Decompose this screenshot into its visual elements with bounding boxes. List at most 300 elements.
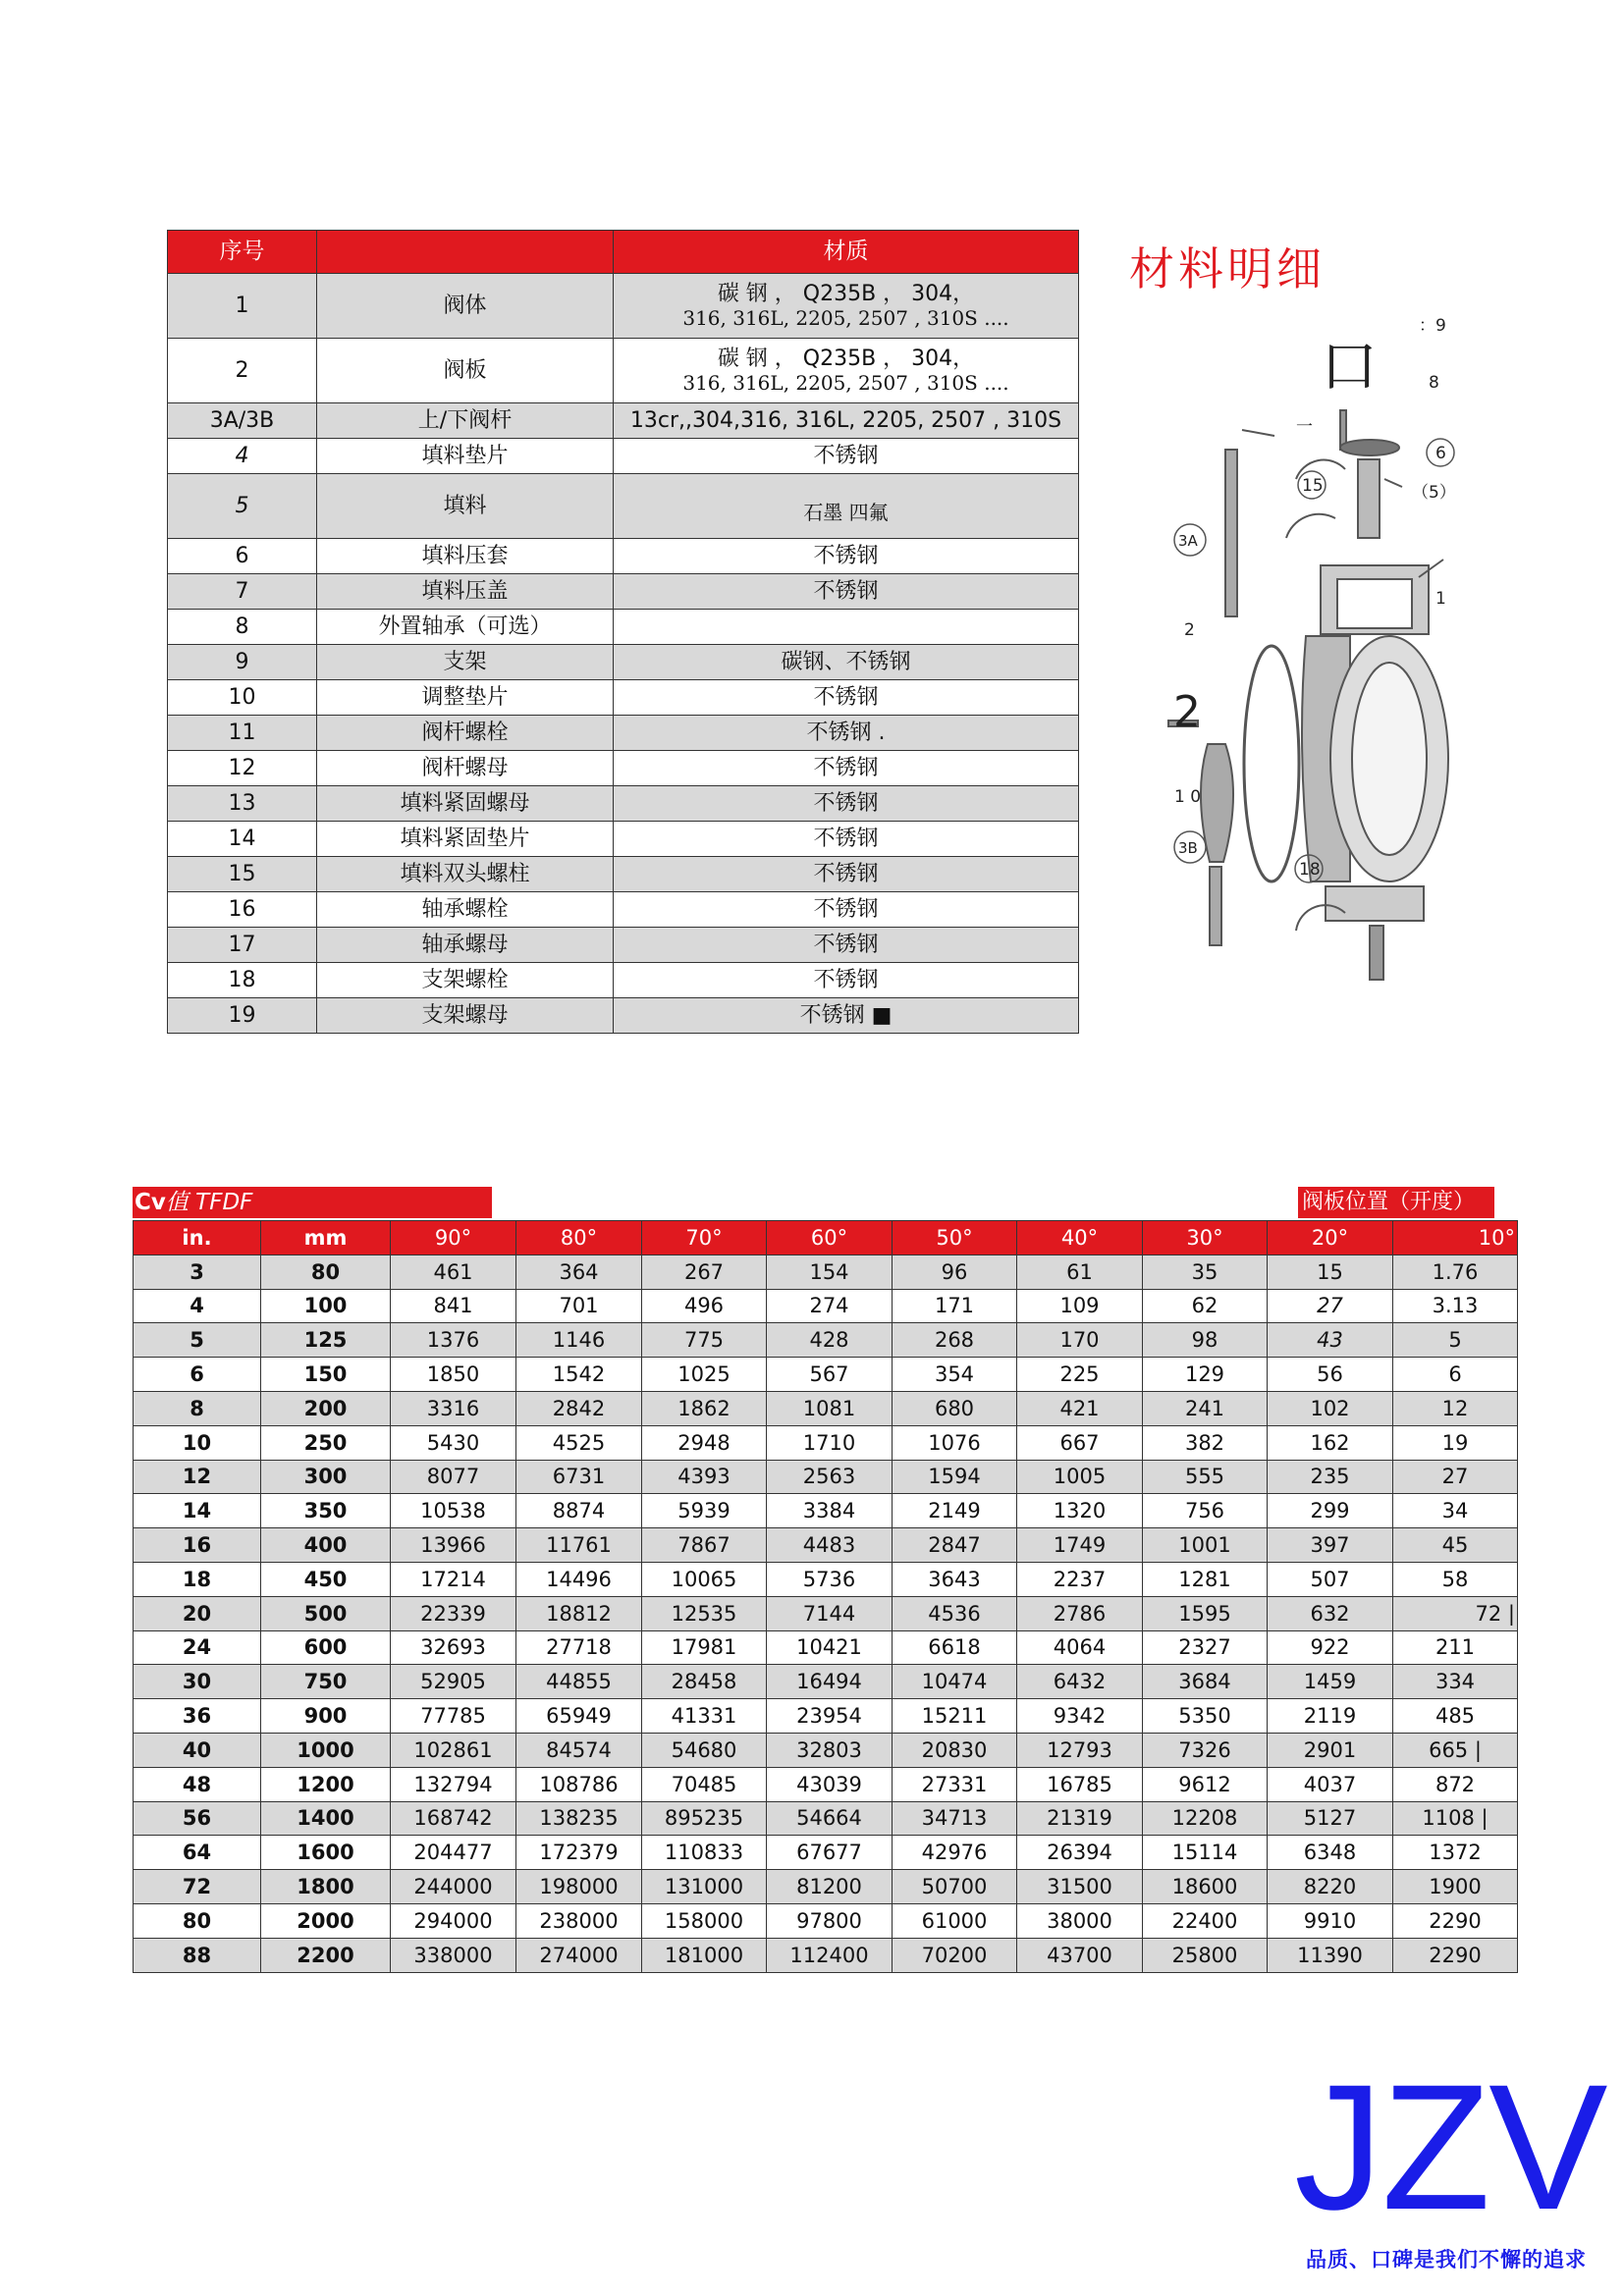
material-cell: [614, 786, 1079, 822]
size-inch-cell: 14: [134, 1494, 261, 1528]
cv-value-cell: 485: [1393, 1699, 1518, 1734]
cv-title-bold: Cv: [135, 1190, 166, 1215]
cv-value-cell: 2842: [516, 1391, 642, 1425]
material-line-1: 不锈钢 .: [806, 720, 886, 745]
cv-value-cell: 28458: [642, 1665, 767, 1699]
cv-value-cell: 16494: [767, 1665, 893, 1699]
cv-row: [134, 1323, 1518, 1358]
cv-row: [134, 1460, 1518, 1494]
cv-value-cell: 2119: [1268, 1699, 1393, 1734]
header-cell-part: [317, 231, 614, 274]
cv-value-cell: 397: [1268, 1528, 1393, 1563]
cv-value-cell: 2563: [767, 1460, 893, 1494]
cv-value-cell: 38000: [1017, 1903, 1143, 1938]
cv-value-cell: 132794: [391, 1767, 516, 1801]
material-cell: [614, 751, 1079, 786]
size-inch-cell: 30: [134, 1665, 261, 1699]
cv-value-cell: 2290: [1393, 1938, 1518, 1972]
size-inch-cell: 3: [134, 1255, 261, 1289]
cv-value-cell: 1005: [1017, 1460, 1143, 1494]
label-18: 18: [1299, 860, 1321, 880]
size-mm-cell: 80: [261, 1255, 391, 1289]
header-cell-no: 序号: [168, 231, 317, 274]
part-name-cell: 填料压盖: [317, 574, 614, 610]
material-cell: [614, 822, 1079, 857]
size-inch-cell: 40: [134, 1733, 261, 1767]
cv-row: [134, 1801, 1518, 1836]
cv-value-cell: 70200: [893, 1938, 1017, 1972]
cv-value-cell: 274: [767, 1289, 893, 1323]
material-cell: [614, 574, 1079, 610]
cv-value-cell: 110833: [642, 1836, 767, 1870]
cv-value-cell: 10538: [391, 1494, 516, 1528]
cv-table-title: [133, 1187, 492, 1218]
part-name-cell: 支架: [317, 645, 614, 680]
cv-value-cell: 211: [1393, 1630, 1518, 1665]
size-mm-cell: 400: [261, 1528, 391, 1563]
size-mm-cell: 150: [261, 1358, 391, 1392]
cv-value-cell: 10065: [642, 1562, 767, 1596]
material-line-2: 石墨 四氟: [803, 501, 889, 524]
label-2-small: 2: [1184, 620, 1195, 640]
cv-value-cell: 10421: [767, 1630, 893, 1665]
size-mm-cell: 450: [261, 1562, 391, 1596]
cv-value-cell: 1459: [1268, 1665, 1393, 1699]
cv-header-cell: in.: [134, 1221, 261, 1255]
cv-value-cell: 112400: [767, 1938, 893, 1972]
cv-value-cell: 11761: [516, 1528, 642, 1563]
cv-header-cell: 40°: [1017, 1221, 1143, 1255]
cv-value-cell: 84574: [516, 1733, 642, 1767]
size-mm-cell: 350: [261, 1494, 391, 1528]
part-number-cell: 17: [168, 928, 317, 963]
cv-value-cell: 5736: [767, 1562, 893, 1596]
cv-row: [134, 1425, 1518, 1460]
size-inch-cell: 88: [134, 1938, 261, 1972]
part-name-cell: 阀体: [317, 274, 614, 339]
cv-value-cell: 19: [1393, 1425, 1518, 1460]
cv-value-cell: 4064: [1017, 1630, 1143, 1665]
cv-value-cell: 7326: [1143, 1733, 1268, 1767]
cv-value-cell: 77785: [391, 1699, 516, 1734]
cv-value-cell: 8077: [391, 1460, 516, 1494]
cv-value-cell: 9612: [1143, 1767, 1268, 1801]
label-3a: 3A: [1178, 532, 1198, 550]
material-line-1: 不锈钢: [813, 826, 879, 851]
cv-value-cell: 5430: [391, 1425, 516, 1460]
cv-value-cell: 3316: [391, 1391, 516, 1425]
cv-value-cell: 20830: [893, 1733, 1017, 1767]
cv-value-cell: 12793: [1017, 1733, 1143, 1767]
cv-value-cell: 171: [893, 1289, 1017, 1323]
part-name-cell: 填料紧固螺母: [317, 786, 614, 822]
cv-value-cell: 12208: [1143, 1801, 1268, 1836]
cv-value-cell: 238000: [516, 1903, 642, 1938]
label-box: 口: [1321, 333, 1379, 400]
cv-value-cell: 31500: [1017, 1870, 1143, 1904]
bottom-parts: [1370, 926, 1383, 980]
cv-title-rest: 值 TFDF: [165, 1190, 253, 1215]
size-inch-cell: 8: [134, 1391, 261, 1425]
materials-row: [168, 474, 1079, 539]
cv-value-cell: 2948: [642, 1425, 767, 1460]
cv-value-cell: 274000: [516, 1938, 642, 1972]
material-line-1: 不锈钢: [813, 932, 879, 957]
cv-header-cell: 60°: [767, 1221, 893, 1255]
cv-row: [134, 1903, 1518, 1938]
materials-row: [168, 274, 1079, 339]
cv-value-cell: 461: [391, 1255, 516, 1289]
cv-value-cell: 27: [1268, 1289, 1393, 1323]
label-3b: 3B: [1178, 839, 1198, 857]
cv-value-cell: 5939: [642, 1494, 767, 1528]
materials-row: [168, 403, 1079, 439]
cv-value-cell: 1749: [1017, 1528, 1143, 1563]
materials-row: [168, 610, 1079, 645]
cv-row: [134, 1699, 1518, 1734]
cv-value-cell: 54680: [642, 1733, 767, 1767]
cv-value-cell: 62: [1143, 1289, 1268, 1323]
cv-value-cell: 198000: [516, 1870, 642, 1904]
part-number-cell: 19: [168, 998, 317, 1034]
cv-value-cell: 12535: [642, 1596, 767, 1630]
size-inch-cell: 48: [134, 1767, 261, 1801]
part-number-cell: 8: [168, 610, 317, 645]
part-number-cell: 4: [168, 439, 317, 474]
material-cell: [614, 716, 1079, 751]
cv-value-cell: 2847: [893, 1528, 1017, 1563]
size-mm-cell: 1200: [261, 1767, 391, 1801]
material-cell: [614, 892, 1079, 928]
materials-row: [168, 963, 1079, 998]
cv-value-cell: 129: [1143, 1358, 1268, 1392]
part-number-cell: 2: [168, 339, 317, 403]
cv-value-cell: 1146: [516, 1323, 642, 1358]
cv-value-cell: 15: [1268, 1255, 1393, 1289]
materials-row: [168, 751, 1079, 786]
cv-value-cell: 22400: [1143, 1903, 1268, 1938]
cv-header-cell: 10°: [1393, 1221, 1518, 1255]
part-number-cell: 16: [168, 892, 317, 928]
label-dash: 一: [1296, 417, 1313, 437]
material-line-2: 316, 316L, 2205, 2507 , 310S ....: [682, 370, 1009, 395]
label-10: 1 0: [1174, 787, 1202, 807]
cv-value-cell: 1710: [767, 1425, 893, 1460]
cv-value-cell: 11390: [1268, 1938, 1393, 1972]
diagram-title: 材料明细: [1129, 242, 1326, 295]
cv-value-cell: 5: [1393, 1323, 1518, 1358]
cv-value-cell: 4536: [893, 1596, 1017, 1630]
cv-value-cell: 895235: [642, 1801, 767, 1836]
cv-value-cell: 1372: [1393, 1836, 1518, 1870]
cv-value-cell: 168742: [391, 1801, 516, 1836]
cv-value-cell: 555: [1143, 1460, 1268, 1494]
cv-value-cell: 421: [1017, 1391, 1143, 1425]
cv-value-cell: 1.76: [1393, 1255, 1518, 1289]
part-number-cell: 6: [168, 539, 317, 574]
size-mm-cell: 250: [261, 1425, 391, 1460]
part-number-cell: 11: [168, 716, 317, 751]
cv-value-cell: 756: [1143, 1494, 1268, 1528]
disc-position-label: 阀板位置（开度）: [1298, 1187, 1494, 1218]
cv-value-cell: 1281: [1143, 1562, 1268, 1596]
size-mm-cell: 125: [261, 1323, 391, 1358]
cv-value-cell: 6432: [1017, 1665, 1143, 1699]
cv-value-cell: 354: [893, 1358, 1017, 1392]
cv-header-cell: mm: [261, 1221, 391, 1255]
part-name-cell: 轴承螺栓: [317, 892, 614, 928]
cv-value-cell: 1376: [391, 1323, 516, 1358]
cv-header-row: [134, 1221, 1518, 1255]
cv-value-cell: 1320: [1017, 1494, 1143, 1528]
cv-value-cell: 6348: [1268, 1836, 1393, 1870]
cv-value-cell: 172379: [516, 1836, 642, 1870]
cv-value-cell: 267: [642, 1255, 767, 1289]
material-cell: [614, 339, 1079, 403]
label-1: 1: [1435, 589, 1446, 609]
part-name-cell: 轴承螺母: [317, 928, 614, 963]
material-cell: [614, 998, 1079, 1034]
label-5: （5）: [1412, 483, 1456, 503]
cv-value-cell: 4525: [516, 1425, 642, 1460]
materials-row: [168, 574, 1079, 610]
size-mm-cell: 1800: [261, 1870, 391, 1904]
cv-header-cell: 50°: [893, 1221, 1017, 1255]
cv-value-cell: 507: [1268, 1562, 1393, 1596]
material-cell: [614, 439, 1079, 474]
cv-row: [134, 1596, 1518, 1630]
cv-value-cell: 665 |: [1393, 1733, 1518, 1767]
cv-value-cell: 15114: [1143, 1836, 1268, 1870]
size-inch-cell: 16: [134, 1528, 261, 1563]
cv-row: [134, 1358, 1518, 1392]
cv-value-cell: 67677: [767, 1836, 893, 1870]
cv-value-cell: 3643: [893, 1562, 1017, 1596]
cv-value-cell: 27331: [893, 1767, 1017, 1801]
brand-logo: JZV: [1294, 2047, 1606, 2247]
cv-value-cell: 109: [1017, 1289, 1143, 1323]
materials-row: [168, 439, 1079, 474]
cv-value-cell: 96: [893, 1255, 1017, 1289]
cv-value-cell: 3.13: [1393, 1289, 1518, 1323]
materials-row: [168, 339, 1079, 403]
cv-value-cell: 25800: [1143, 1938, 1268, 1972]
size-mm-cell: 500: [261, 1596, 391, 1630]
size-mm-cell: 1400: [261, 1801, 391, 1836]
cv-value-cell: 56: [1268, 1358, 1393, 1392]
cv-value-cell: 52905: [391, 1665, 516, 1699]
materials-row: [168, 539, 1079, 574]
cv-value-cell: 138235: [516, 1801, 642, 1836]
lower-stem: [1210, 867, 1221, 945]
part-name-cell: 阀板: [317, 339, 614, 403]
cv-value-cell: 7867: [642, 1528, 767, 1563]
label-15: 15: [1302, 476, 1324, 496]
cv-value-cell: 43039: [767, 1767, 893, 1801]
cv-value-cell: 50700: [893, 1870, 1017, 1904]
cv-value-cell: 17214: [391, 1562, 516, 1596]
cv-header-cell: 80°: [516, 1221, 642, 1255]
material-cell: [614, 928, 1079, 963]
part-number-cell: 3A/3B: [168, 403, 317, 439]
cv-value-cell: 496: [642, 1289, 767, 1323]
cv-value-cell: 922: [1268, 1630, 1393, 1665]
material-line-1: 不锈钢 ■: [799, 1002, 893, 1028]
cv-header-cell: 70°: [642, 1221, 767, 1255]
cv-value-cell: 2237: [1017, 1562, 1143, 1596]
cv-value-cell: 294000: [391, 1903, 516, 1938]
cv-row: [134, 1836, 1518, 1870]
part-number-cell: 14: [168, 822, 317, 857]
part-number-cell: 10: [168, 680, 317, 716]
cv-value-cell: 1595: [1143, 1596, 1268, 1630]
material-line-1: 碳钢、不锈钢: [781, 649, 911, 674]
cv-value-cell: 2327: [1143, 1630, 1268, 1665]
size-inch-cell: 36: [134, 1699, 261, 1734]
cv-value-cell: 15211: [893, 1699, 1017, 1734]
cv-value-cell: 131000: [642, 1870, 767, 1904]
gland-parts: [1358, 459, 1380, 538]
materials-table-body: [168, 231, 1079, 1034]
brand-slogan: 品质、口碑是我们不懈的追求: [1306, 2248, 1587, 2271]
cv-value-cell: 680: [893, 1391, 1017, 1425]
material-cell: [614, 403, 1079, 439]
cv-row: [134, 1767, 1518, 1801]
cv-value-cell: 22339: [391, 1596, 516, 1630]
cv-value-cell: 244000: [391, 1870, 516, 1904]
cv-value-cell: 9910: [1268, 1903, 1393, 1938]
material-cell: [614, 857, 1079, 892]
cv-value-cell: 9342: [1017, 1699, 1143, 1734]
cv-value-cell: 32693: [391, 1630, 516, 1665]
cv-value-cell: 43: [1268, 1323, 1393, 1358]
cv-row: [134, 1870, 1518, 1904]
materials-row: [168, 786, 1079, 822]
cv-row: [134, 1494, 1518, 1528]
cv-row: [134, 1630, 1518, 1665]
cv-value-cell: 6618: [893, 1630, 1017, 1665]
cv-value-cell: 2149: [893, 1494, 1017, 1528]
cv-value-cell: 5127: [1268, 1801, 1393, 1836]
label-6: 6: [1435, 444, 1446, 463]
cv-value-cell: 567: [767, 1358, 893, 1392]
cv-value-cell: 12: [1393, 1391, 1518, 1425]
cv-value-cell: 23954: [767, 1699, 893, 1734]
cv-value-cell: 108786: [516, 1767, 642, 1801]
part-name-cell: 阀杆螺母: [317, 751, 614, 786]
cv-value-cell: 16785: [1017, 1767, 1143, 1801]
material-line-1: 不锈钢: [813, 578, 879, 604]
cv-value-cell: 268: [893, 1323, 1017, 1358]
cv-value-cell: 225: [1017, 1358, 1143, 1392]
cv-table-body: [134, 1221, 1518, 1973]
cv-header-cell: 20°: [1268, 1221, 1393, 1255]
size-inch-cell: 64: [134, 1836, 261, 1870]
cv-value-cell: 1594: [893, 1460, 1017, 1494]
cv-value-cell: 13966: [391, 1528, 516, 1563]
cv-value-cell: 45: [1393, 1528, 1518, 1563]
cv-value-cell: 1542: [516, 1358, 642, 1392]
cv-value-cell: 235: [1268, 1460, 1393, 1494]
cv-value-cell: 72 |: [1393, 1596, 1518, 1630]
cv-row: [134, 1733, 1518, 1767]
label-8: 8: [1429, 373, 1439, 393]
cv-value-cell: 7144: [767, 1596, 893, 1630]
size-inch-cell: 18: [134, 1562, 261, 1596]
cv-value-cell: 8220: [1268, 1870, 1393, 1904]
cv-value-cell: 42976: [893, 1836, 1017, 1870]
part-name-cell: 调整垫片: [317, 680, 614, 716]
cv-value-cell: 98: [1143, 1323, 1268, 1358]
cv-value-cell: 775: [642, 1323, 767, 1358]
size-inch-cell: 72: [134, 1870, 261, 1904]
cv-value-cell: 299: [1268, 1494, 1393, 1528]
part-name-cell: 填料紧固垫片: [317, 822, 614, 857]
size-mm-cell: 2000: [261, 1903, 391, 1938]
cv-value-cell: 35: [1143, 1255, 1268, 1289]
size-inch-cell: 5: [134, 1323, 261, 1358]
size-inch-cell: 4: [134, 1289, 261, 1323]
materials-table: [167, 230, 1079, 1034]
cv-value-cell: 8874: [516, 1494, 642, 1528]
size-mm-cell: 900: [261, 1699, 391, 1734]
material-cell: [614, 645, 1079, 680]
cv-value-cell: 364: [516, 1255, 642, 1289]
part-number-cell: 13: [168, 786, 317, 822]
cv-value-cell: 70485: [642, 1767, 767, 1801]
cv-value-cell: 65949: [516, 1699, 642, 1734]
cv-value-cell: 382: [1143, 1425, 1268, 1460]
cv-value-cell: 10474: [893, 1665, 1017, 1699]
cv-value-cell: 81200: [767, 1870, 893, 1904]
cv-value-cell: 102: [1268, 1391, 1393, 1425]
cv-row: [134, 1528, 1518, 1563]
part-name-cell: 阀杆螺栓: [317, 716, 614, 751]
cv-row: [134, 1938, 1518, 1972]
cv-value-cell: 667: [1017, 1425, 1143, 1460]
material-cell: [614, 680, 1079, 716]
cv-value-cell: 102861: [391, 1733, 516, 1767]
material-line-1: 不锈钢: [813, 896, 879, 922]
cv-value-cell: 4037: [1268, 1767, 1393, 1801]
cv-value-cell: 5350: [1143, 1699, 1268, 1734]
size-inch-cell: 6: [134, 1358, 261, 1392]
material-cell: [614, 963, 1079, 998]
cv-value-cell: 334: [1393, 1665, 1518, 1699]
cv-row: [134, 1289, 1518, 1323]
cv-value-cell: 4483: [767, 1528, 893, 1563]
material-line-1: 不锈钢: [813, 684, 879, 710]
cv-value-cell: 181000: [642, 1938, 767, 1972]
material-line-1: 不锈钢: [813, 443, 879, 468]
cv-header-cell: 30°: [1143, 1221, 1268, 1255]
cv-value-cell: 54664: [767, 1801, 893, 1836]
size-inch-cell: 56: [134, 1801, 261, 1836]
materials-row: [168, 716, 1079, 751]
size-inch-cell: 80: [134, 1903, 261, 1938]
part-number-cell: 7: [168, 574, 317, 610]
size-inch-cell: 10: [134, 1425, 261, 1460]
part-number-cell: 18: [168, 963, 317, 998]
material-line-1: 碳 钢 ， Q235B ， 304，: [717, 282, 975, 307]
part-name-cell: 填料垫片: [317, 439, 614, 474]
cv-value-cell: 158000: [642, 1903, 767, 1938]
part-name-cell: 上/下阀杆: [317, 403, 614, 439]
cv-row: [134, 1391, 1518, 1425]
size-mm-cell: 2200: [261, 1938, 391, 1972]
cv-value-cell: 32803: [767, 1733, 893, 1767]
cv-value-cell: 428: [767, 1323, 893, 1358]
